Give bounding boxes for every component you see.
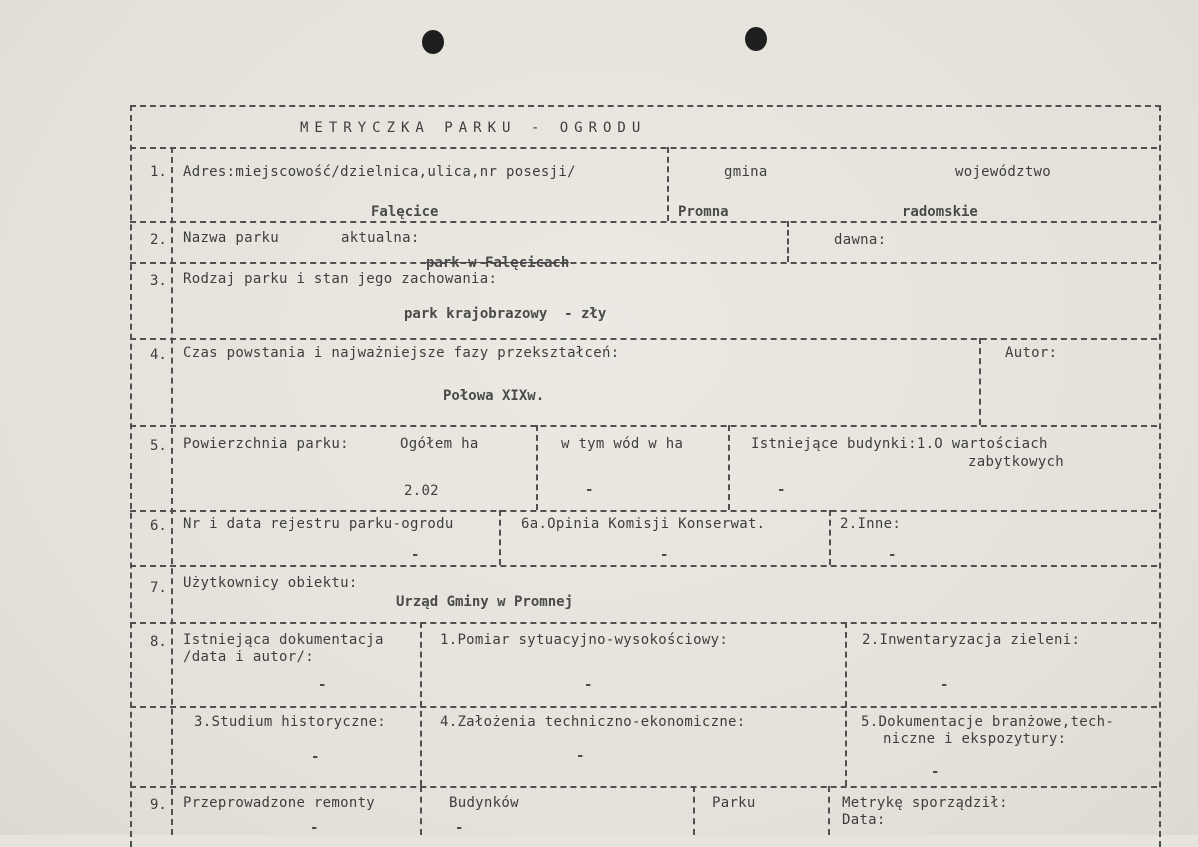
row-number: 2.: [150, 232, 167, 248]
renovations-value: -: [310, 820, 319, 836]
row-number: 3.: [150, 273, 167, 289]
current-name-label: aktualna:: [341, 230, 420, 246]
row-number: 4.: [150, 347, 167, 363]
gmina-value: Promna: [678, 204, 729, 220]
row-number: 7.: [150, 580, 167, 596]
buildings-renovation-value: -: [455, 820, 464, 836]
park-type-label: Rodzaj parku i stan jego zachowania:: [183, 271, 498, 287]
documentation-label-cont: /data i autor/:: [183, 649, 314, 665]
conservation-opinion-label: 6a.Opinia Komisji Konserwat.: [521, 516, 766, 532]
documentation-value: -: [318, 677, 327, 693]
water-area-value: -: [585, 482, 594, 498]
history-value: Połowa XIXw.: [443, 388, 545, 404]
buildings-value: -: [777, 482, 786, 498]
date-label: Data:: [842, 812, 886, 828]
buildings-label-cont: zabytkowych: [968, 454, 1065, 470]
former-name-label: dawna:: [834, 232, 887, 248]
voivodeship-value: radomskie: [902, 204, 978, 220]
park-renovation-label: Parku: [712, 795, 756, 811]
row-number: 5.: [150, 438, 167, 454]
historic-study-value: -: [311, 749, 320, 765]
technical-economic-label: 4.Założenia techniczno-ekonomiczne:: [440, 714, 746, 730]
row-number: 9.: [150, 797, 167, 813]
branch-docs-label: 5.Dokumentacje branżowe,tech-: [861, 714, 1115, 730]
buildings-renovation-label: Budynków: [449, 795, 519, 811]
other-value: -: [888, 547, 897, 563]
renovations-label: Przeprowadzone remonty: [183, 795, 376, 811]
prepared-by-label: Metrykę sporządził:: [842, 795, 1008, 811]
technical-economic-value: -: [576, 748, 585, 764]
park-name-label: Nazwa parku: [183, 230, 280, 246]
buildings-label: Istniejące budynki:1.O wartościach: [751, 436, 1048, 452]
park-type-value: park krajobrazowy - zły: [404, 306, 607, 322]
row-number: 8.: [150, 634, 167, 650]
punch-hole-right: [745, 27, 767, 51]
address-label: Adres:miejscowość/dzielnica,ulica,nr posesji/: [183, 164, 576, 180]
current-name-value: park w Falęcicach: [426, 255, 570, 271]
water-area-label: w tym wód w ha: [561, 436, 684, 452]
branch-docs-label-cont: niczne i ekspozytury:: [883, 731, 1067, 747]
greenery-inventory-label: 2.Inwentaryzacja zieleni:: [862, 632, 1081, 648]
branch-docs-value: -: [931, 764, 940, 780]
punch-hole-left: [422, 30, 444, 54]
conservation-opinion-value: -: [660, 547, 669, 563]
users-label: Użytkownicy obiektu:: [183, 575, 358, 591]
greenery-inventory-value: -: [940, 677, 949, 693]
documentation-label: Istniejąca dokumentacja: [183, 632, 384, 648]
author-label: Autor:: [1005, 345, 1058, 361]
other-label: 2.Inne:: [840, 516, 902, 532]
total-area-label: Ogółem ha: [400, 436, 479, 452]
form-title: METRYCZKA PARKU - OGRODU: [300, 120, 647, 136]
users-value: Urząd Gminy w Promnej: [396, 594, 574, 610]
area-label: Powierzchnia parku:: [183, 436, 349, 452]
row-number: 1.: [150, 164, 167, 180]
history-label: Czas powstania i najważniejsze fazy przekształceń:: [183, 345, 620, 361]
survey-label: 1.Pomiar sytuacyjno-wysokościowy:: [440, 632, 729, 648]
address-value: Falęcice: [371, 204, 439, 220]
historic-study-label: 3.Studium historyczne:: [194, 714, 387, 730]
survey-value: -: [584, 677, 593, 693]
gmina-label: gmina: [724, 164, 768, 180]
register-value: -: [411, 547, 420, 563]
register-label: Nr i data rejestru parku-ogrodu: [183, 516, 454, 532]
total-area-value: 2.02: [404, 483, 439, 499]
row-number: 6.: [150, 518, 167, 534]
voivodeship-label: województwo: [955, 164, 1052, 180]
